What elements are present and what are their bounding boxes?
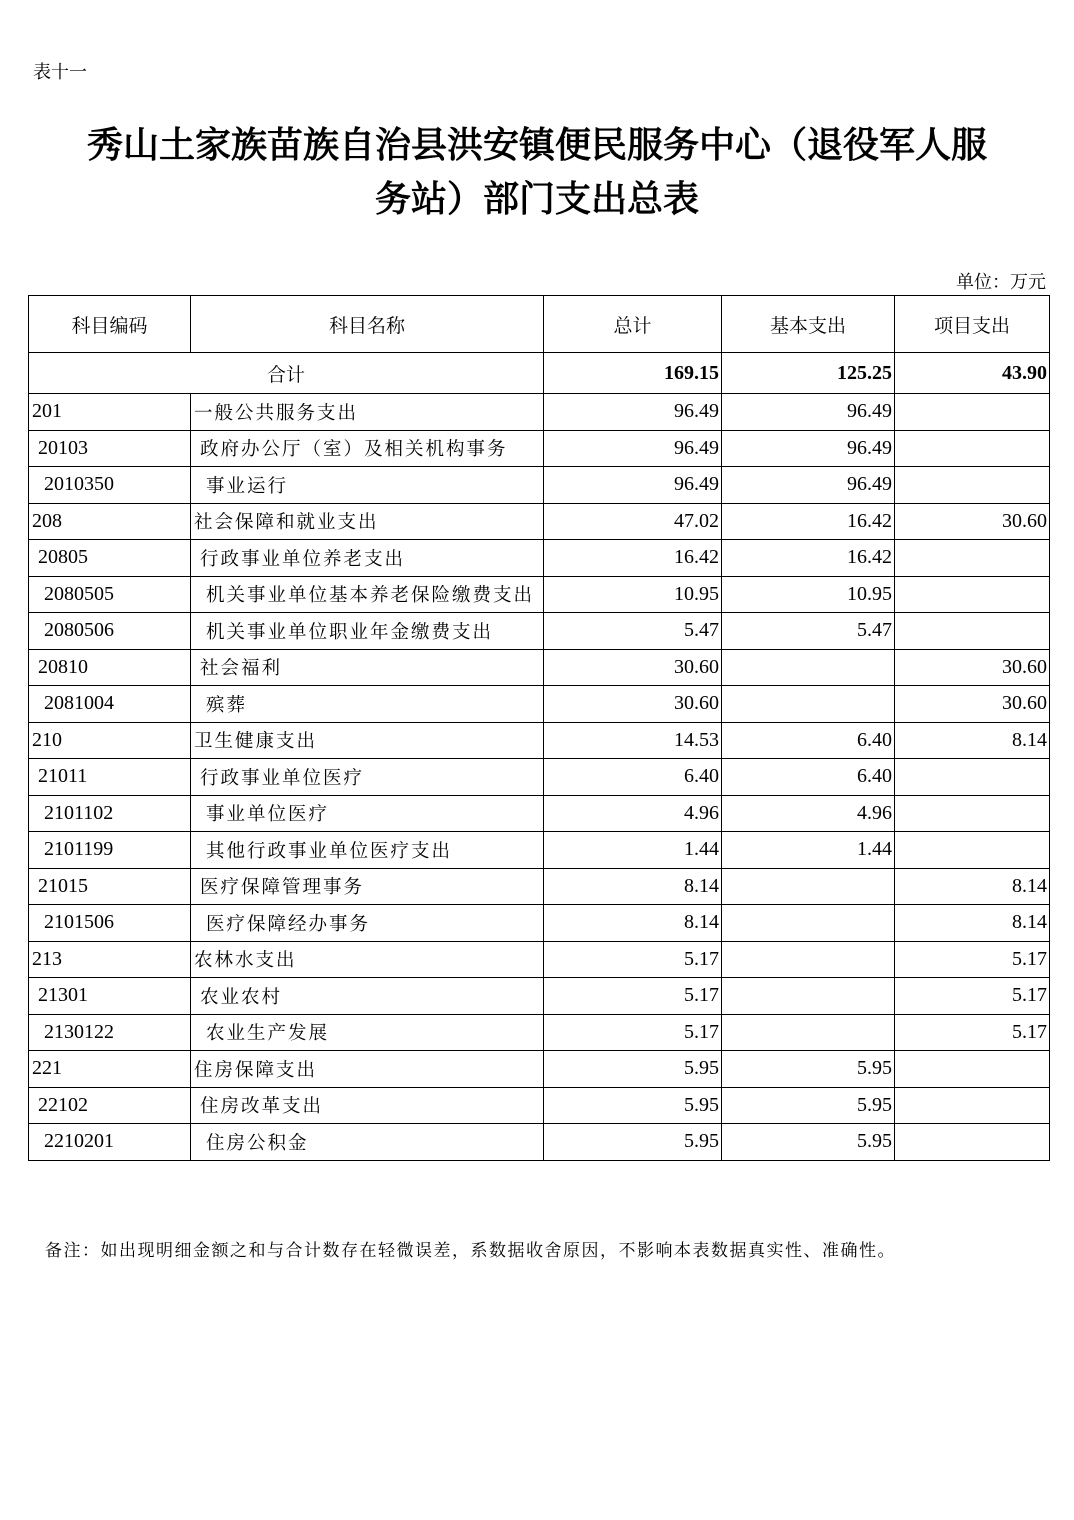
row-total: 5.17 bbox=[544, 1014, 722, 1051]
table-row bbox=[29, 394, 1050, 431]
row-name: 医疗保障经办事务 bbox=[191, 905, 544, 942]
row-project: 5.17 bbox=[895, 978, 1050, 1015]
row-code: 22102 bbox=[29, 1087, 191, 1124]
row-total: 16.42 bbox=[544, 540, 722, 577]
row-project bbox=[895, 576, 1050, 613]
row-project bbox=[895, 759, 1050, 796]
row-project bbox=[895, 467, 1050, 504]
row-name: 农林水支出 bbox=[191, 941, 544, 978]
table-row bbox=[29, 905, 1050, 942]
table-row bbox=[29, 868, 1050, 905]
table-row bbox=[29, 686, 1050, 723]
table-row bbox=[29, 978, 1050, 1015]
row-code: 208 bbox=[29, 503, 191, 540]
row-basic: 96.49 bbox=[722, 467, 895, 504]
row-code: 2101506 bbox=[29, 905, 191, 942]
row-project bbox=[895, 795, 1050, 832]
row-project bbox=[895, 1051, 1050, 1088]
table-row bbox=[29, 503, 1050, 540]
row-basic bbox=[722, 686, 895, 723]
table-row bbox=[29, 795, 1050, 832]
row-name: 行政事业单位医疗 bbox=[191, 759, 544, 796]
row-code: 2210201 bbox=[29, 1124, 191, 1161]
row-basic: 6.40 bbox=[722, 759, 895, 796]
row-project: 30.60 bbox=[895, 503, 1050, 540]
table-row bbox=[29, 1087, 1050, 1124]
total-basic: 125.25 bbox=[722, 353, 895, 394]
row-basic: 16.42 bbox=[722, 503, 895, 540]
table-row bbox=[29, 613, 1050, 650]
row-basic: 5.47 bbox=[722, 613, 895, 650]
row-name: 卫生健康支出 bbox=[191, 722, 544, 759]
row-name: 一般公共服务支出 bbox=[191, 394, 544, 431]
header-basic: 基本支出 bbox=[722, 296, 895, 353]
row-basic: 4.96 bbox=[722, 795, 895, 832]
row-basic: 1.44 bbox=[722, 832, 895, 869]
row-name: 住房保障支出 bbox=[191, 1051, 544, 1088]
row-basic: 5.95 bbox=[722, 1124, 895, 1161]
total-label: 合计 bbox=[29, 353, 544, 394]
row-basic: 10.95 bbox=[722, 576, 895, 613]
row-name: 事业运行 bbox=[191, 467, 544, 504]
row-project: 30.60 bbox=[895, 649, 1050, 686]
table-row bbox=[29, 832, 1050, 869]
row-name: 社会福利 bbox=[191, 649, 544, 686]
row-name: 政府办公厅（室）及相关机构事务 bbox=[191, 430, 544, 467]
row-project bbox=[895, 540, 1050, 577]
row-total: 30.60 bbox=[544, 649, 722, 686]
table-row bbox=[29, 941, 1050, 978]
row-name: 行政事业单位养老支出 bbox=[191, 540, 544, 577]
row-basic: 6.40 bbox=[722, 722, 895, 759]
table-row bbox=[29, 1051, 1050, 1088]
row-code: 21011 bbox=[29, 759, 191, 796]
row-code: 21015 bbox=[29, 868, 191, 905]
expenditure-table bbox=[28, 295, 1050, 1161]
page-title bbox=[0, 118, 1074, 226]
row-code: 2130122 bbox=[29, 1014, 191, 1051]
row-code: 2080506 bbox=[29, 613, 191, 650]
row-basic: 5.95 bbox=[722, 1051, 895, 1088]
row-project bbox=[895, 1087, 1050, 1124]
row-project: 8.14 bbox=[895, 868, 1050, 905]
table-row bbox=[29, 467, 1050, 504]
row-basic bbox=[722, 941, 895, 978]
row-total: 5.17 bbox=[544, 978, 722, 1015]
row-code: 20805 bbox=[29, 540, 191, 577]
row-total: 5.95 bbox=[544, 1087, 722, 1124]
row-basic bbox=[722, 905, 895, 942]
row-total: 5.95 bbox=[544, 1051, 722, 1088]
table-row bbox=[29, 1124, 1050, 1161]
row-project: 8.14 bbox=[895, 722, 1050, 759]
row-name: 住房改革支出 bbox=[191, 1087, 544, 1124]
row-code: 2101199 bbox=[29, 832, 191, 869]
row-project bbox=[895, 430, 1050, 467]
table-row bbox=[29, 722, 1050, 759]
unit-label: 单位：万元 bbox=[956, 272, 1046, 293]
row-name: 农业农村 bbox=[191, 978, 544, 1015]
row-name: 医疗保障管理事务 bbox=[191, 868, 544, 905]
row-name: 机关事业单位职业年金缴费支出 bbox=[191, 613, 544, 650]
row-name: 农业生产发展 bbox=[191, 1014, 544, 1051]
row-total: 5.95 bbox=[544, 1124, 722, 1161]
title-line-1: 秀山土家族苗族自治县洪安镇便民服务中心（退役军人服 bbox=[86, 124, 987, 166]
row-basic bbox=[722, 1014, 895, 1051]
row-total: 30.60 bbox=[544, 686, 722, 723]
row-total: 96.49 bbox=[544, 430, 722, 467]
row-code: 210 bbox=[29, 722, 191, 759]
header-project: 项目支出 bbox=[895, 296, 1050, 353]
row-total: 14.53 bbox=[544, 722, 722, 759]
row-total: 1.44 bbox=[544, 832, 722, 869]
table-row bbox=[29, 576, 1050, 613]
table-body bbox=[29, 353, 1050, 1161]
row-code: 2080505 bbox=[29, 576, 191, 613]
row-basic bbox=[722, 649, 895, 686]
table-row bbox=[29, 649, 1050, 686]
row-total: 47.02 bbox=[544, 503, 722, 540]
table-row bbox=[29, 540, 1050, 577]
row-code: 20810 bbox=[29, 649, 191, 686]
row-total: 96.49 bbox=[544, 467, 722, 504]
table-row bbox=[29, 1014, 1050, 1051]
row-total: 4.96 bbox=[544, 795, 722, 832]
row-code: 20103 bbox=[29, 430, 191, 467]
total-sum: 169.15 bbox=[544, 353, 722, 394]
title-line-2: 务站）部门支出总表 bbox=[374, 178, 699, 220]
row-basic: 96.49 bbox=[722, 430, 895, 467]
row-project: 8.14 bbox=[895, 905, 1050, 942]
row-project: 5.17 bbox=[895, 1014, 1050, 1051]
row-total: 6.40 bbox=[544, 759, 722, 796]
row-project: 5.17 bbox=[895, 941, 1050, 978]
row-code: 2101102 bbox=[29, 795, 191, 832]
header-name: 科目名称 bbox=[191, 296, 544, 353]
row-project bbox=[895, 394, 1050, 431]
footnote: 备注：如出现明细金额之和与合计数存在轻微误差，系数据收舍原因，不影响本表数据真实性、准确性。 bbox=[45, 1241, 896, 1261]
row-project bbox=[895, 1124, 1050, 1161]
row-code: 213 bbox=[29, 941, 191, 978]
row-basic: 16.42 bbox=[722, 540, 895, 577]
row-total: 96.49 bbox=[544, 394, 722, 431]
row-code: 2081004 bbox=[29, 686, 191, 723]
total-project: 43.90 bbox=[895, 353, 1050, 394]
row-code: 2010350 bbox=[29, 467, 191, 504]
table-row bbox=[29, 430, 1050, 467]
row-project bbox=[895, 832, 1050, 869]
row-name: 事业单位医疗 bbox=[191, 795, 544, 832]
row-basic: 5.95 bbox=[722, 1087, 895, 1124]
row-name: 机关事业单位基本养老保险缴费支出 bbox=[191, 576, 544, 613]
row-code: 21301 bbox=[29, 978, 191, 1015]
row-total: 8.14 bbox=[544, 905, 722, 942]
row-basic: 96.49 bbox=[722, 394, 895, 431]
table-number-label: 表十一 bbox=[33, 62, 87, 83]
row-name: 殡葬 bbox=[191, 686, 544, 723]
header-total: 总计 bbox=[544, 296, 722, 353]
row-project: 30.60 bbox=[895, 686, 1050, 723]
header-code: 科目编码 bbox=[29, 296, 191, 353]
row-total: 5.17 bbox=[544, 941, 722, 978]
total-row bbox=[29, 353, 1050, 394]
table-row bbox=[29, 759, 1050, 796]
row-total: 8.14 bbox=[544, 868, 722, 905]
row-basic bbox=[722, 868, 895, 905]
row-code: 221 bbox=[29, 1051, 191, 1088]
row-name: 社会保障和就业支出 bbox=[191, 503, 544, 540]
row-project bbox=[895, 613, 1050, 650]
row-total: 5.47 bbox=[544, 613, 722, 650]
header-row bbox=[29, 296, 1050, 353]
row-total: 10.95 bbox=[544, 576, 722, 613]
row-name: 其他行政事业单位医疗支出 bbox=[191, 832, 544, 869]
row-code: 201 bbox=[29, 394, 191, 431]
row-name: 住房公积金 bbox=[191, 1124, 544, 1161]
row-basic bbox=[722, 978, 895, 1015]
table-header bbox=[29, 296, 1050, 353]
